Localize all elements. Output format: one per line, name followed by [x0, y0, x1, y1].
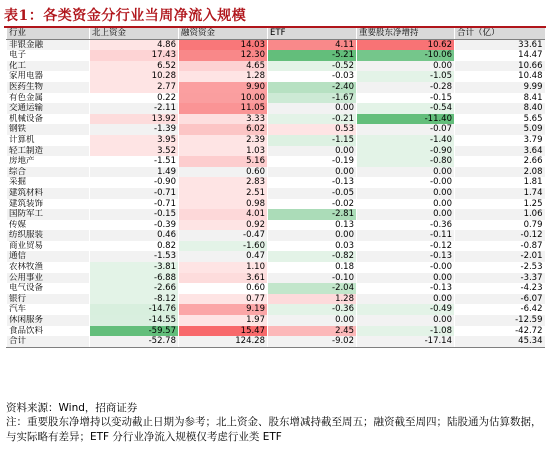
total-value: 45.34	[455, 336, 545, 347]
table-row	[7, 326, 545, 337]
etf-value: -0.03	[268, 71, 357, 82]
industry-name: 交通运输	[7, 103, 90, 114]
industry-name: 商业贸易	[7, 241, 90, 252]
table-row	[7, 220, 545, 231]
etf-value: -2.81	[268, 209, 357, 220]
etf-value: -9.02	[268, 336, 357, 347]
industry-name: 建筑材料	[7, 188, 90, 199]
total-value: -6.07	[455, 294, 545, 305]
industry-name: 食品饮料	[7, 326, 90, 337]
margin-value: 0.47	[179, 251, 268, 262]
table-row	[7, 199, 545, 210]
northbound-value: -1.53	[90, 251, 179, 262]
total-value: 5.65	[455, 114, 545, 125]
margin-value: 0.60	[179, 167, 268, 178]
northbound-value: 3.95	[90, 135, 179, 146]
shareholder-value: -0.54	[357, 103, 455, 114]
total-value: -0.12	[455, 230, 545, 241]
header-row	[7, 28, 545, 39]
shareholder-value: -0.07	[357, 124, 455, 135]
etf-value: -0.82	[268, 251, 357, 262]
margin-value: 1.10	[179, 262, 268, 273]
shareholder-value: 0.00	[357, 273, 455, 284]
northbound-value: -14.55	[90, 315, 179, 326]
etf-value: 0.13	[268, 220, 357, 231]
page-title: 表1：各类资金分行业当周净流入规模	[4, 8, 247, 24]
shareholder-value: -0.15	[357, 93, 455, 104]
margin-value: 6.02	[179, 124, 268, 135]
northbound-value: -1.39	[90, 124, 179, 135]
etf-value: 4.11	[268, 39, 357, 50]
table-row	[7, 146, 545, 157]
shareholder-value: 0.00	[357, 294, 455, 305]
total-value: -4.23	[455, 283, 545, 294]
northbound-value: 4.86	[90, 39, 179, 50]
margin-value: 124.28	[179, 336, 268, 347]
total-value: 1.81	[455, 177, 545, 188]
total-value: 3.79	[455, 135, 545, 146]
header-northbound: 北上资金	[90, 28, 179, 39]
total-value: 14.47	[455, 50, 545, 61]
table-row	[7, 177, 545, 188]
header-shareholder: 重要股东净增持	[357, 28, 455, 39]
shareholder-value: -0.80	[357, 156, 455, 167]
industry-name: 综合	[7, 167, 90, 178]
table-row	[7, 124, 545, 135]
shareholder-value: -0.12	[357, 241, 455, 252]
industry-name: 电气设备	[7, 283, 90, 294]
industry-name: 机械设备	[7, 114, 90, 125]
shareholder-value: -0.49	[357, 304, 455, 315]
etf-value: 0.53	[268, 124, 357, 135]
footnote: 注：重要股东净增持以变动截止日期为参考；北上资金、股东增减持截至周五；融资截至周四；陆股通为估算数据，与实际略有差异；ETF 分行业净流入规模仅考虑行业类 ETF	[6, 416, 542, 443]
shareholder-value: -0.36	[357, 220, 455, 231]
etf-value: -0.10	[268, 273, 357, 284]
etf-value: -1.67	[268, 93, 357, 104]
total-value: 1.74	[455, 188, 545, 199]
total-value: 2.66	[455, 156, 545, 167]
northbound-value: -8.12	[90, 294, 179, 305]
margin-value: 2.83	[179, 177, 268, 188]
industry-name: 银行	[7, 294, 90, 305]
industry-name: 国防军工	[7, 209, 90, 220]
shareholder-value: 0.00	[357, 188, 455, 199]
margin-value: 0.92	[179, 220, 268, 231]
shareholder-value: 0.00	[357, 315, 455, 326]
northbound-value: 0.82	[90, 241, 179, 252]
northbound-value: 13.92	[90, 114, 179, 125]
industry-name: 轻工制造	[7, 146, 90, 157]
etf-value: 0.00	[268, 167, 357, 178]
table-row	[7, 241, 545, 252]
etf-value: -0.21	[268, 114, 357, 125]
total-value: 9.99	[455, 82, 545, 93]
margin-value: 0.77	[179, 294, 268, 305]
header-margin: 融资资金	[179, 28, 268, 39]
etf-value: -0.19	[268, 156, 357, 167]
northbound-value: 17.43	[90, 50, 179, 61]
header-industry: 行业	[7, 28, 90, 39]
shareholder-value: -0.13	[357, 283, 455, 294]
margin-value: -1.60	[179, 241, 268, 252]
northbound-value: -14.76	[90, 304, 179, 315]
table-row	[7, 273, 545, 284]
total-value: -6.42	[455, 304, 545, 315]
total-value: -2.01	[455, 251, 545, 262]
northbound-value: 1.49	[90, 167, 179, 178]
northbound-value: -0.71	[90, 188, 179, 199]
table-row	[7, 114, 545, 125]
total-value: -2.53	[455, 262, 545, 273]
shareholder-value: -1.05	[357, 71, 455, 82]
industry-name: 休闲服务	[7, 315, 90, 326]
etf-value: 1.28	[268, 294, 357, 305]
total-value: 1.25	[455, 199, 545, 210]
industry-name: 计算机	[7, 135, 90, 146]
margin-value: 3.33	[179, 114, 268, 125]
etf-value: -0.02	[268, 199, 357, 210]
northbound-value: -0.39	[90, 220, 179, 231]
industry-name: 农林牧渔	[7, 262, 90, 273]
industry-name: 家用电器	[7, 71, 90, 82]
industry-name: 公用事业	[7, 273, 90, 284]
northbound-value: -1.51	[90, 156, 179, 167]
etf-value: 0.18	[268, 262, 357, 273]
industry-name: 电子	[7, 50, 90, 61]
margin-value: 12.30	[179, 50, 268, 61]
shareholder-value: -17.14	[357, 336, 455, 347]
table-row	[7, 50, 545, 61]
margin-value: 9.90	[179, 82, 268, 93]
total-value: 8.41	[455, 93, 545, 104]
shareholder-value: 0.00	[357, 209, 455, 220]
etf-value: -5.21	[268, 50, 357, 61]
total-value: 2.08	[455, 167, 545, 178]
margin-value: 3.61	[179, 273, 268, 284]
table-row	[7, 315, 545, 326]
etf-value: -1.15	[268, 135, 357, 146]
table-row	[7, 61, 545, 72]
margin-value: 14.03	[179, 39, 268, 50]
northbound-value: -59.57	[90, 326, 179, 337]
shareholder-value: -11.40	[357, 114, 455, 125]
margin-value: 2.51	[179, 188, 268, 199]
etf-value: -0.05	[268, 188, 357, 199]
shareholder-value: 0.00	[357, 61, 455, 72]
industry-name: 纺织服装	[7, 230, 90, 241]
table-row	[7, 156, 545, 167]
shareholder-value: 10.62	[357, 39, 455, 50]
total-value: 1.06	[455, 209, 545, 220]
etf-value: -0.52	[268, 61, 357, 72]
industry-name: 采掘	[7, 177, 90, 188]
northbound-value: 0.22	[90, 93, 179, 104]
shareholder-value: -1.08	[357, 326, 455, 337]
northbound-value: -2.11	[90, 103, 179, 114]
total-value: 10.48	[455, 71, 545, 82]
table-row	[7, 82, 545, 93]
shareholder-value: -0.28	[357, 82, 455, 93]
etf-value: 0.03	[268, 241, 357, 252]
etf-value: 0.00	[268, 103, 357, 114]
margin-value: 1.97	[179, 315, 268, 326]
shareholder-value: -1.40	[357, 135, 455, 146]
table-row	[7, 294, 545, 305]
total-value: 10.66	[455, 61, 545, 72]
etf-value: -2.40	[268, 82, 357, 93]
shareholder-value: -0.90	[357, 146, 455, 157]
table-row	[7, 103, 545, 114]
margin-value: 9.19	[179, 304, 268, 315]
total-value: -12.59	[455, 315, 545, 326]
table-row	[7, 262, 545, 273]
industry-name: 通信	[7, 251, 90, 262]
shareholder-value: -0.13	[357, 251, 455, 262]
total-value: -0.87	[455, 241, 545, 252]
table-row	[7, 188, 545, 199]
shareholder-value: -10.06	[357, 50, 455, 61]
total-value: 5.09	[455, 124, 545, 135]
shareholder-value: 0.00	[357, 199, 455, 210]
table-row	[7, 283, 545, 294]
margin-value: 0.98	[179, 199, 268, 210]
industry-name: 建筑装饰	[7, 199, 90, 210]
total-value: 0.79	[455, 220, 545, 231]
industry-name: 合计	[7, 336, 90, 347]
margin-value: 10.00	[179, 93, 268, 104]
table-body	[7, 39, 545, 347]
etf-value: 0.00	[268, 315, 357, 326]
shareholder-value: -0.11	[357, 230, 455, 241]
table-row	[7, 209, 545, 220]
table-row	[7, 93, 545, 104]
industry-name: 传媒	[7, 220, 90, 231]
etf-value: 0.00	[268, 146, 357, 157]
northbound-value: 0.46	[90, 230, 179, 241]
northbound-value: -0.90	[90, 177, 179, 188]
margin-value: -0.47	[179, 230, 268, 241]
total-row	[7, 336, 545, 347]
shareholder-value: 0.00	[357, 167, 455, 178]
table-row	[7, 251, 545, 262]
table-row	[7, 135, 545, 146]
northbound-value: 10.28	[90, 71, 179, 82]
total-value: 3.64	[455, 146, 545, 157]
shareholder-value: -0.00	[357, 262, 455, 273]
margin-value: 2.39	[179, 135, 268, 146]
northbound-value: 2.77	[90, 82, 179, 93]
margin-value: 4.65	[179, 61, 268, 72]
northbound-value: 3.52	[90, 146, 179, 157]
northbound-value: -3.81	[90, 262, 179, 273]
etf-value: 0.00	[268, 230, 357, 241]
total-value: -42.72	[455, 326, 545, 337]
table-row	[7, 304, 545, 315]
flow-table	[6, 28, 545, 348]
industry-name: 非银金融	[7, 39, 90, 50]
industry-name: 汽车	[7, 304, 90, 315]
margin-value: 1.03	[179, 146, 268, 157]
margin-value: 1.28	[179, 71, 268, 82]
margin-value: 15.47	[179, 326, 268, 337]
shareholder-value: -0.00	[357, 177, 455, 188]
margin-value: 11.05	[179, 103, 268, 114]
table-row	[7, 39, 545, 50]
source-line: 资料来源：Wind，招商证券	[6, 402, 138, 414]
industry-name: 有色金属	[7, 93, 90, 104]
total-value: -3.37	[455, 273, 545, 284]
total-value: 8.40	[455, 103, 545, 114]
northbound-value: 6.52	[90, 61, 179, 72]
total-value: 33.61	[455, 39, 545, 50]
header-total: 合计（亿）	[455, 28, 545, 39]
margin-value: 4.01	[179, 209, 268, 220]
table-row	[7, 167, 545, 178]
northbound-value: -0.15	[90, 209, 179, 220]
etf-value: -0.13	[268, 177, 357, 188]
margin-value: 5.16	[179, 156, 268, 167]
margin-value: 0.60	[179, 283, 268, 294]
northbound-value: -6.88	[90, 273, 179, 284]
industry-name: 房地产	[7, 156, 90, 167]
industry-name: 化工	[7, 61, 90, 72]
northbound-value: -0.71	[90, 199, 179, 210]
industry-name: 医药生物	[7, 82, 90, 93]
industry-name: 钢铁	[7, 124, 90, 135]
header-etf: ETF	[268, 28, 357, 39]
table-row	[7, 71, 545, 82]
northbound-value: -2.66	[90, 283, 179, 294]
etf-value: -0.36	[268, 304, 357, 315]
etf-value: 2.45	[268, 326, 357, 337]
northbound-value: -52.78	[90, 336, 179, 347]
table-row	[7, 230, 545, 241]
etf-value: -2.04	[268, 283, 357, 294]
